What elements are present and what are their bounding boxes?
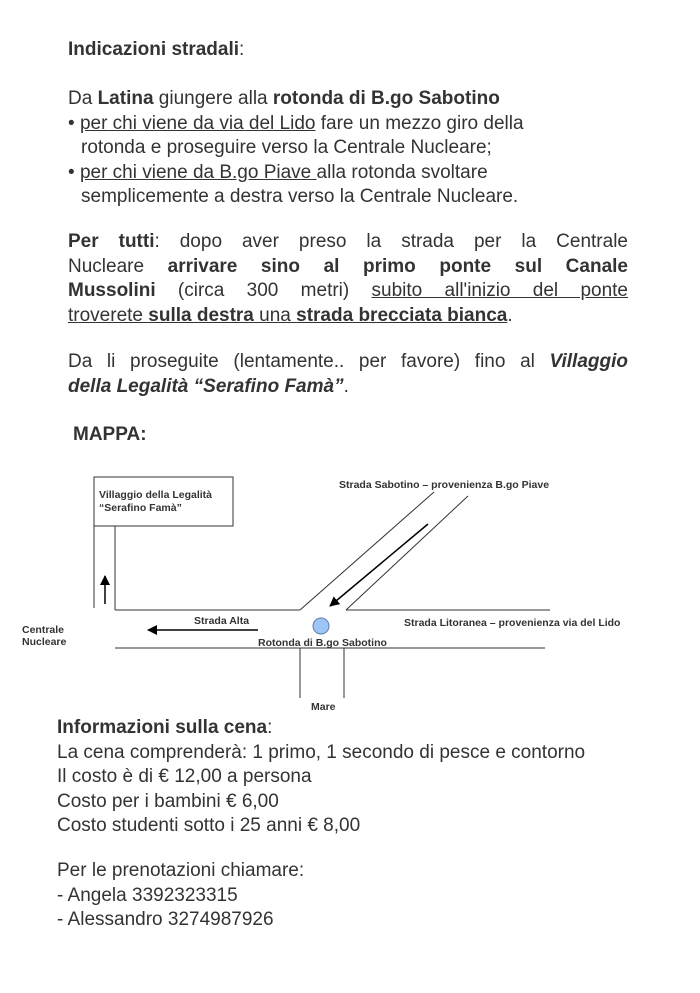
- bullet1-rest1: fare un mezzo giro della: [315, 112, 524, 134]
- everyone-paragraph: [68, 230, 628, 328]
- continue-line2: [68, 375, 628, 400]
- everyone-l3a: Mussolini: [68, 280, 156, 301]
- dinner-heading-text: Informazioni sulla cena: [57, 717, 268, 738]
- villaggio-label-1: Villaggio della Legalità: [99, 489, 213, 501]
- centrale-label-1: Centrale: [22, 624, 65, 636]
- bullet2-line1: [68, 161, 628, 186]
- dinner-info: [57, 716, 585, 839]
- dinner-line2: Il costo è di € 12,00 a persona: [57, 766, 312, 787]
- everyone-l2a: Nucleare: [68, 255, 168, 277]
- strada-litoranea-label: Strada Litoranea – provenienza via del Lido: [404, 617, 621, 629]
- villaggio-label-2: “Serafino Famà”: [99, 502, 182, 514]
- intro-latina: Latina: [97, 88, 154, 109]
- rotonda-label: Rotonda di B.go Sabotino: [258, 637, 387, 649]
- continue-l2b: .: [343, 375, 349, 397]
- everyone-l4c: una: [253, 304, 297, 326]
- strada-sabotino-left-edge: [300, 492, 434, 610]
- everyone-line3: [68, 279, 628, 304]
- continue-line1: [68, 350, 628, 375]
- everyone-l3c: subito all'inizio del ponte: [371, 280, 628, 301]
- everyone-line4: [68, 304, 628, 329]
- bullet1-line1: [68, 112, 628, 137]
- continue-paragraph: [68, 350, 628, 399]
- centrale-label-2: Nucleare: [22, 636, 67, 648]
- bullet2-line2: semplicemente a destra verso la Centrale Nucleare.: [81, 186, 519, 207]
- continue-l1a: Da li proseguite (lentamente.. per favore) fino al: [68, 351, 550, 372]
- map-diagram: [0, 468, 700, 718]
- bullet1-link: per chi viene da via del Lido: [79, 112, 316, 134]
- everyone-l3b: (circa 300 metri): [155, 280, 372, 301]
- bullet2-rest1: alla rotonda svoltare: [316, 161, 488, 183]
- everyone-per-tutti: Per tutti: [68, 231, 155, 252]
- booking-contact-angela: - Angela 3392323315: [57, 884, 238, 906]
- booking-heading: Per le prenotazioni chiamare:: [57, 860, 305, 881]
- strada-sabotino-label: Strada Sabotino – provenienza B.go Piave: [339, 479, 550, 491]
- directions-heading-colon: :: [239, 39, 245, 60]
- map-heading: MAPPA:: [73, 424, 147, 445]
- directions-heading-text: Indicazioni stradali: [68, 39, 240, 60]
- booking-contact-alessandro: - Alessandro 3274987926: [57, 909, 274, 930]
- bullet1-line2: rotonda e proseguire verso la Centrale Nucleare;: [81, 137, 492, 158]
- bullet1-marker: •: [68, 112, 80, 134]
- everyone-l4b: sulla destra: [148, 304, 254, 326]
- dinner-line3: Costo per i bambini € 6,00: [57, 790, 279, 812]
- dinner-heading: [57, 716, 585, 741]
- strada-alta-label: Strada Alta: [194, 615, 250, 627]
- intro-rotonda: rotonda di B.go Sabotino: [272, 88, 500, 109]
- everyone-l4a: troverete: [68, 304, 149, 326]
- continue-l2a: della Legalità “Serafino Famà”: [68, 375, 344, 397]
- intro-t3: giungere alla: [153, 88, 273, 109]
- intro-t1: Da: [68, 88, 98, 109]
- booking-info: [57, 859, 304, 933]
- dinner-line1: La cena comprenderà: 1 primo, 1 secondo di pesce e contorno: [57, 741, 586, 763]
- dinner-heading-colon: :: [267, 717, 273, 738]
- everyone-l4d: strada brecciata bianca: [296, 304, 508, 326]
- roundabout-icon: [313, 618, 329, 634]
- bullet2-marker: •: [68, 161, 80, 183]
- directions-intro-block: [68, 87, 628, 210]
- everyone-line2: [68, 255, 628, 280]
- mare-label: Mare: [311, 701, 336, 713]
- directions-heading: [68, 38, 244, 63]
- continue-villaggio: Villaggio: [549, 351, 628, 372]
- intro-line: [68, 87, 628, 112]
- everyone-l2b: arrivare sino al primo ponte sul Canale: [167, 255, 628, 277]
- everyone-l1b: : dopo aver preso la strada per la Centrale: [154, 231, 628, 252]
- dinner-line4: Costo studenti sotto i 25 anni € 8,00: [57, 815, 361, 836]
- everyone-line1: [68, 230, 628, 255]
- arrow-down-left-icon: [330, 524, 428, 606]
- bullet2-link: per chi viene da B.go Piave: [79, 161, 317, 183]
- everyone-l4e: .: [507, 304, 513, 326]
